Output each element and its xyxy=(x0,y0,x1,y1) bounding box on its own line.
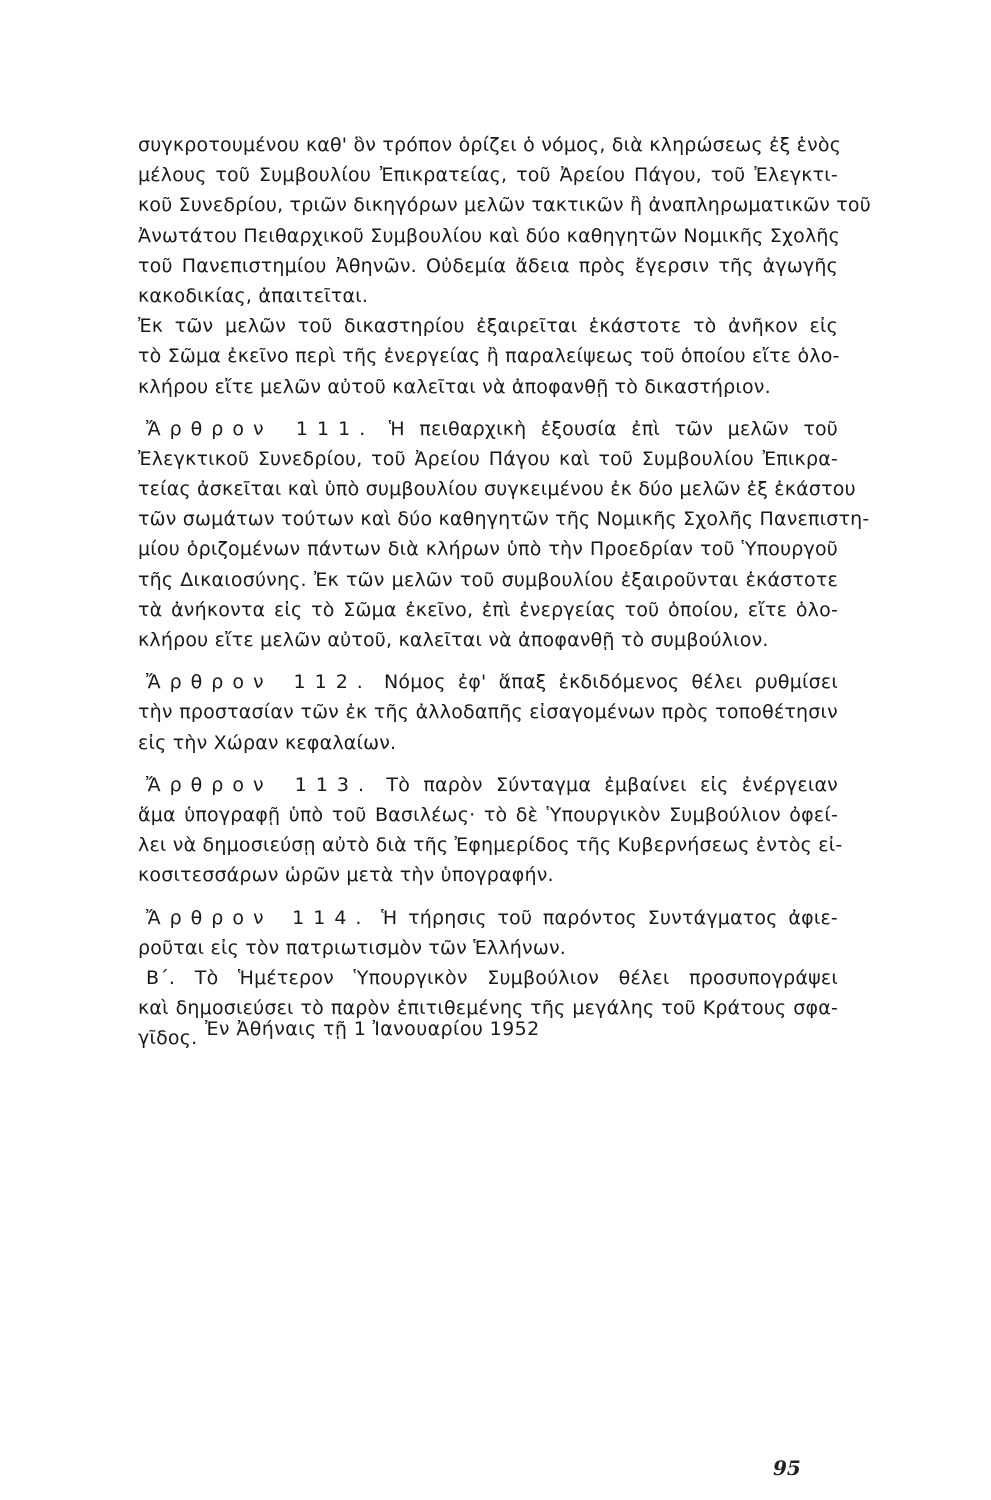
text-line: Ἀνωτάτου Πειθαρχικοῦ Συμβουλίου καὶ δύο καθηγητῶν Νομικῆς Σχολῆς xyxy=(138,224,840,247)
text-line: καὶ δημοσιεύσει τὸ παρὸν ἐπιτιθεμένης τῆς μεγάλης τοῦ Κράτους σφα- xyxy=(138,997,838,1020)
spacer xyxy=(138,891,838,903)
text-line: Ἐκ τῶν μελῶν τοῦ δικαστηρίου ἐξαιρεῖται ἑκάστοτε τὸ ἀνῆκον εἰς xyxy=(138,315,838,338)
article-113 xyxy=(138,770,843,891)
article-heading: Ἄρθρον 112. xyxy=(146,671,372,694)
text-line: κακοδικίας, ἀπαιτεῖται. xyxy=(138,284,369,307)
text-line: εἰς τὴν Χώραν κεφαλαίων. xyxy=(138,731,397,754)
article-heading: Ἄρθρον 113. xyxy=(146,773,374,796)
text-line xyxy=(138,770,838,800)
text-line: τὸ Σῶμα ἐκεῖνο περὶ τῆς ἐνεργείας ἢ παραλείψεως τοῦ ὁποίου εἴτε ὁλο- xyxy=(138,345,840,368)
spacer xyxy=(138,655,838,667)
text-line: μέλους τοῦ Συμβουλίου Ἐπικρατείας, τοῦ Ἀρείου Πάγου, τοῦ Ἐλεγκτι- xyxy=(138,164,838,187)
paragraph-continuation xyxy=(138,130,871,311)
text-line: τοῦ Πανεπιστημίου Ἀθηνῶν. Οὐδεμία ἄδεια πρὸς ἔγερσιν τῆς ἀγωγῆς xyxy=(138,254,838,277)
article-text: Ἡ τήρησις τοῦ παρόντος Συντάγματος ἀφιε- xyxy=(381,906,838,929)
text-line: ροῦται εἰς τὸν πατριωτισμὸν τῶν Ἑλλήνων. xyxy=(138,936,567,959)
article-text: Ἡ πειθαρχικὴ ἐξουσία ἐπὶ τῶν μελῶν τοῦ xyxy=(388,417,838,440)
text-line: τὰ ἀνήκοντα εἰς τὸ Σῶμα ἐκεῖνο, ἐπὶ ἐνεργείας τοῦ ὁποίου, εἴτε ὁλο- xyxy=(138,598,838,621)
spacer xyxy=(138,402,838,414)
text-line: λει νὰ δημοσιεύσῃ αὐτὸ διὰ τῆς Ἐφημερίδος τῆς Κυβερνήσεως ἐντὸς εἰ- xyxy=(138,834,843,857)
text-line: τῶν σωμάτων τούτων καὶ δύο καθηγητῶν τῆς Νομικῆς Σχολῆς Πανεπιστη- xyxy=(138,508,870,531)
text-line: τὴν προστασίαν τῶν ἐκ τῆς ἀλλοδαπῆς εἰσαγομένων πρὸς τοποθέτησιν xyxy=(138,701,838,724)
text-line: Ἐλεγκτικοῦ Συνεδρίου, τοῦ Ἀρείου Πάγου καὶ τοῦ Συμβουλίου Ἐπικρα- xyxy=(138,447,838,470)
article-heading: Ἄρθρον 111. xyxy=(146,417,375,440)
article-112 xyxy=(138,667,838,758)
text-line: κλήρου εἴτε μελῶν αὐτοῦ καλεῖται νὰ ἀποφανθῇ τὸ δικαστήριον. xyxy=(138,375,771,398)
text-line: κοσιτεσσάρων ὡρῶν μετὰ τὴν ὑπογραφήν. xyxy=(138,864,554,887)
article-text: Νόμος ἐφ' ἅπαξ ἐκδιδόμενος θέλει ρυθμίσει xyxy=(383,671,838,694)
spacer xyxy=(138,758,838,770)
paragraph-exclusion xyxy=(138,311,838,402)
article-text: Τὸ παρὸν Σύνταγμα ἐμβαίνει εἰς ἐνέργειαν xyxy=(386,773,838,796)
article-heading: Ἄρθρον 114. xyxy=(146,906,371,929)
body-text xyxy=(138,130,871,1053)
text-line: κοῦ Συνεδρίου, τριῶν δικηγόρων μελῶν τακτικῶν ἢ ἀναπληρωματικῶν τοῦ xyxy=(138,194,871,217)
text-line xyxy=(138,414,838,444)
text-line: τῆς Δικαιοσύνης. Ἐκ τῶν μελῶν τοῦ συμβουλίου ἐξαιροῦνται ἑκάστοτε xyxy=(138,568,838,591)
text-line: μίου ὁριζομένων πάντων διὰ κλήρων ὑπὸ τὴν Προεδρίαν τοῦ Ὑπουργοῦ xyxy=(138,538,838,561)
text-line xyxy=(138,667,838,697)
text-line: γῖδος. xyxy=(138,1027,198,1050)
text-line: Β΄. Τὸ Ἡμέτερον Ὑπουργικὸν Συμβούλιον θέλει προσυπογράψει xyxy=(146,966,838,989)
text-line: ἅμα ὑπογραφῇ ὑπὸ τοῦ Βασιλέως· τὸ δὲ Ὑπουργικὸν Συμβούλιον ὀφεί- xyxy=(138,803,838,826)
text-line: συγκροτουμένου καθ' ὃν τρόπον ὁρίζει ὁ νόμος, διὰ κληρώσεως ἐξ ἑνὸς xyxy=(138,134,842,156)
article-111 xyxy=(138,414,870,656)
article-114 xyxy=(138,903,838,963)
text-line: κλήρου εἴτε μελῶν αὐτοῦ, καλεῖται νὰ ἀποφανθῇ τὸ συμβούλιον. xyxy=(138,629,769,651)
date-line: Ἐν Ἀθήναις τῇ 1 Ἰανουαρίου 1952 xyxy=(205,1018,540,1040)
text-line: τείας ἀσκεῖται καὶ ὑπὸ συμβουλίου συγκειμένου ἐκ δύο μελῶν ἐξ ἑκάστου xyxy=(138,478,856,501)
text-line xyxy=(138,903,838,933)
page-number: 95 xyxy=(773,1456,801,1480)
